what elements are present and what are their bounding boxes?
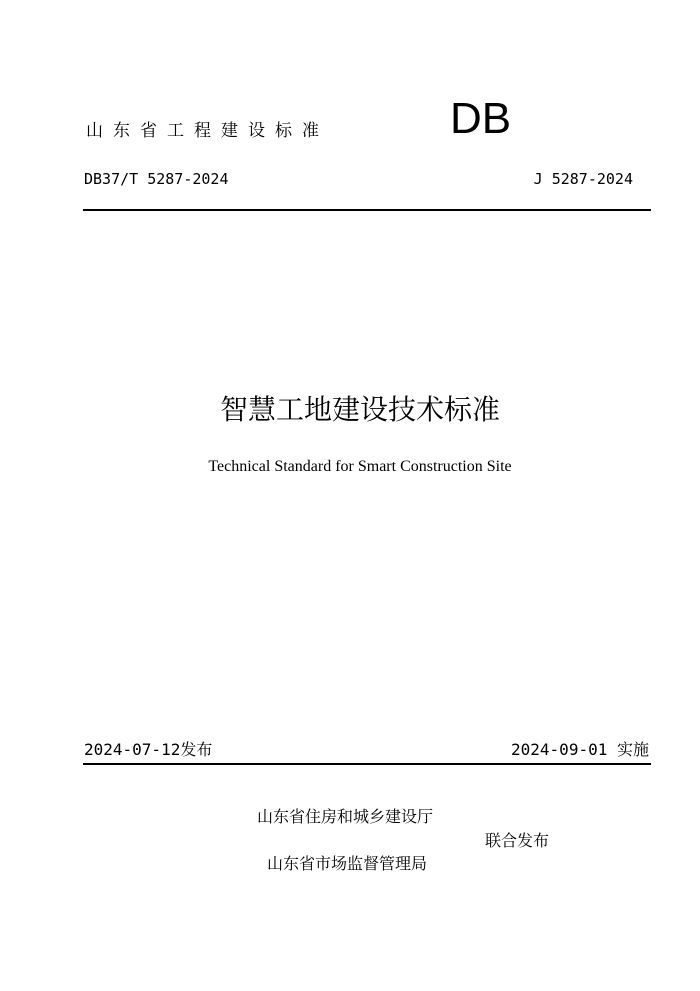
db-mark: DB	[450, 94, 512, 143]
joint-publish-label: 联合发布	[485, 831, 550, 850]
standard-code: DB37/T 5287-2024	[84, 170, 229, 188]
issuer-housing-dept: 山东省住房和城乡建设厅	[257, 807, 434, 826]
implement-label: 实施	[616, 740, 649, 759]
record-code: J 5287-2024	[533, 170, 633, 188]
bottom-divider	[83, 763, 651, 765]
publish-label: 发布	[180, 740, 213, 759]
publish-date-line	[84, 737, 212, 760]
implement-date-line	[511, 737, 649, 760]
publish-date: 2024-07-12	[84, 740, 181, 759]
issuer-market-bureau: 山东省市场监督管理局	[267, 854, 428, 873]
standard-category: 山东省工程建设标准	[86, 121, 329, 141]
top-divider	[83, 209, 651, 211]
implement-date: 2024-09-01	[511, 740, 608, 759]
title-chinese: 智慧工地建设技术标准	[219, 393, 500, 426]
title-english: Technical Standard for Smart Construction Site	[208, 458, 512, 475]
